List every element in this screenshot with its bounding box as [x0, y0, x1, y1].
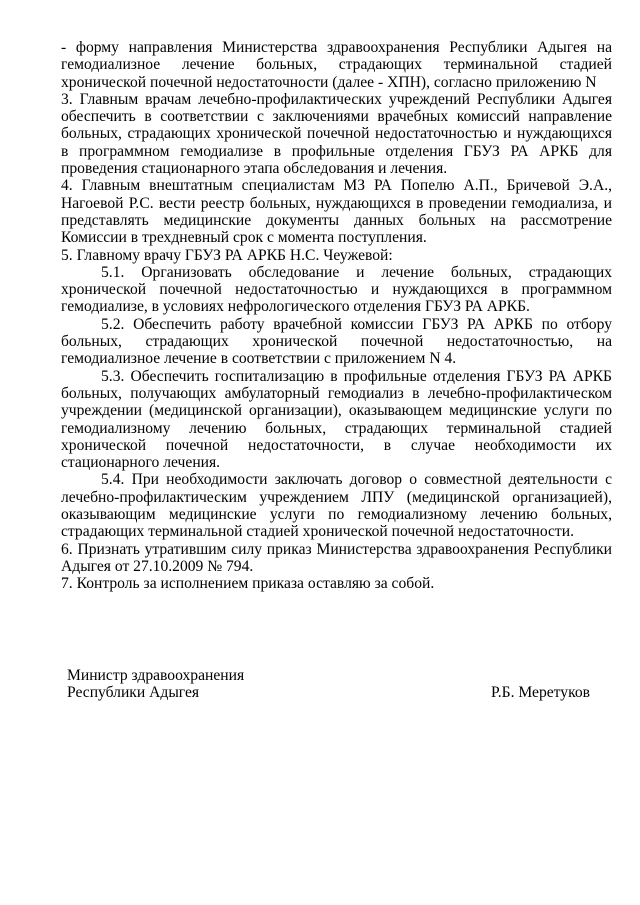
document-body [61, 39, 612, 593]
signature-position-line-1: Министр здравоохранения [67, 667, 245, 684]
paragraph-item-5: 5. Главному врачу ГБУЗ РА АРКБ Н.С. Чеужевой: [61, 246, 393, 264]
paragraph-item-5-1: 5.1. Организовать обследование и лечение больных, страдающих хронической почечной недостаточностью и нуждающихся в программном гемодиализе, в условиях нефрологического отделения ГБУЗ РА АРКБ. [61, 263, 612, 316]
paragraph-item-5-4: 5.4. При необходимости заключать договор о совместной деятельности с лечебно-профилактическим учреждением ЛПУ (медицинской организацией), оказывающим медицинские услуги по гемодиализному лечению больных, страдающих терминальной стадией хронической почечной недостаточности. [61, 471, 612, 541]
paragraph-item-4: 4. Главным внештатным специалистам МЗ РА Попелю А.П., Бричевой Э.А., Нагоевой Р.С. вести реестр больных, нуждающихся в проведении гемодиализа, и представлять медицинские документы данных больных на рассмотрение Комиссии в трехдневный срок с момента поступления. [61, 177, 612, 247]
signature-position-line-2: Республики Адыгея [67, 684, 200, 702]
paragraph-item-6: 6. Признать утратившим силу приказ Министерства здравоохранения Республики Адыгея от 27.10.2009 № 794. [61, 540, 612, 575]
signature-position [67, 667, 244, 702]
paragraph-item-3: 3. Главным врачам лечебно-профилактических учреждений Республики Адыгея обеспечить в соответствии с заключениями врачебных комиссий направление больных, страдающих хронической почечной недостаточностью и нуждающихся в программном гемодиализе в профильные отделения ГБУЗ РА АРКБ для проведения стационарного этапа обследования и лечения. [61, 90, 612, 178]
paragraph-form-direction: - форму направления Министерства здравоохранения Республики Адыгея на гемодиализное лечение больных, страдающих терминальной стадией хронической почечной недостаточности (далее - ХПН), согласно приложению N [61, 39, 612, 91]
signature-name: Р.Б. Меретуков [491, 684, 591, 701]
paragraph-item-7: 7. Контроль за исполнением приказа оставляю за собой. [61, 575, 435, 593]
paragraph-item-5-2: 5.2. Обеспечить работу врачебной комиссии ГБУЗ РА АРКБ по отбору больных, страдающих хронической почечной недостаточностью, на гемодиализное лечение в соответствии с приложением N 4. [61, 315, 612, 368]
paragraph-item-5-3: 5.3. Обеспечить госпитализацию в профильные отделения ГБУЗ РА АРКБ больных, получающих амбулаторный гемодиализ в лечебно-профилактическом учреждении (медицинской организации), оказывающем медицинские услуги по гемодиализному лечению больных, страдающих терминальной стадией хронической почечной недостаточности, в случае необходимости их стационарного лечения. [61, 367, 612, 472]
